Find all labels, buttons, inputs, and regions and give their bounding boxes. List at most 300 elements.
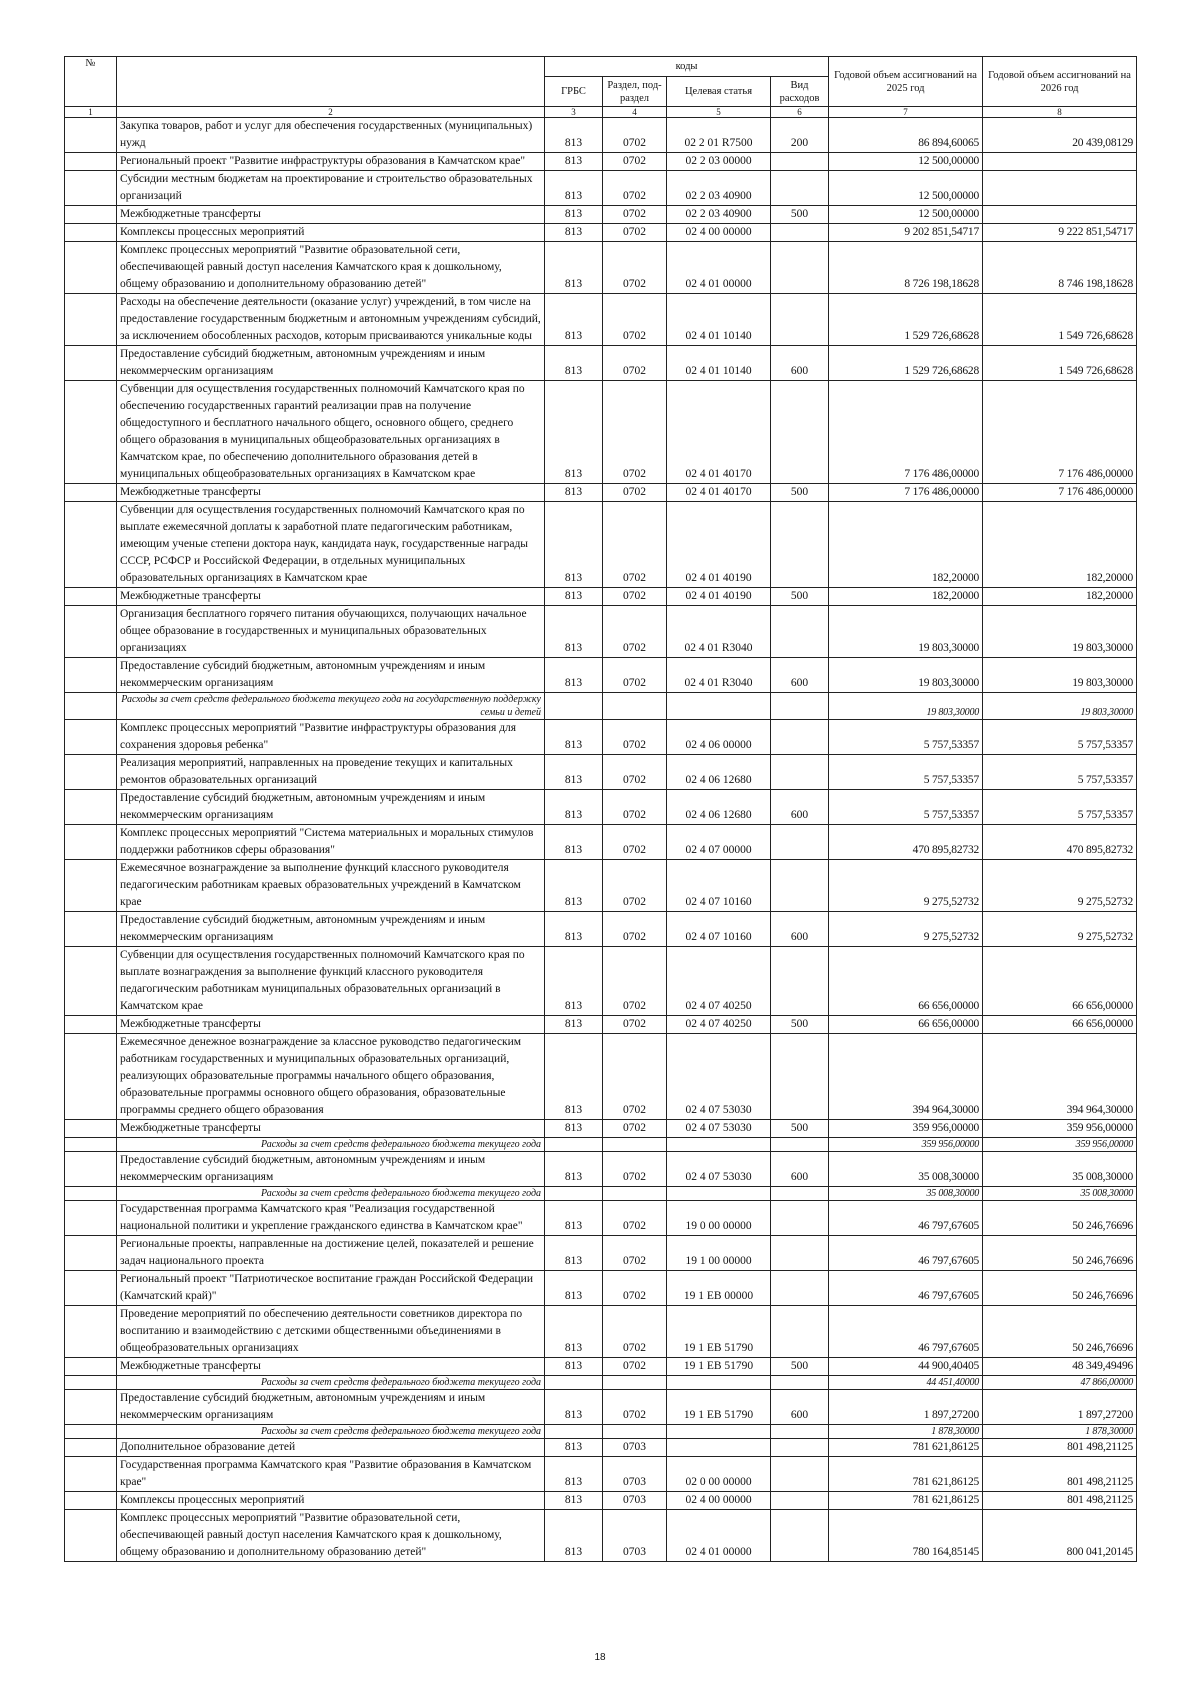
cell-name: Ежемесячное вознаграждение за выполнение функций классного руководителя педагогическим работникам краевых образовательных учреждений в Камчатском крае xyxy=(117,860,545,912)
cell-name: Предоставление субсидий бюджетным, автономным учреждениям и иным некоммерческим организациям xyxy=(117,912,545,947)
cell-exp-type xyxy=(771,1425,829,1439)
table-note-row xyxy=(65,1425,1137,1439)
cell-section: 0702 xyxy=(603,381,667,484)
cell-grbs xyxy=(545,1425,603,1439)
cell-y2026: 9 275,52732 xyxy=(983,860,1137,912)
cell-y2026: 66 656,00000 xyxy=(983,1016,1137,1034)
cell-target: 02 4 07 53030 xyxy=(667,1152,771,1187)
cell-section: 0702 xyxy=(603,1390,667,1425)
cell-y2025: 44 900,40405 xyxy=(829,1358,983,1376)
cell-name: Межбюджетные трансферты xyxy=(117,588,545,606)
cell-grbs: 813 xyxy=(545,912,603,947)
cell-target: 02 4 00 00000 xyxy=(667,1492,771,1510)
cell-section: 0703 xyxy=(603,1457,667,1492)
cell-name: Расходы на обеспечение деятельности (оказание услуг) учреждений, в том числе на предоставление государственным бюджетным и автономным учреждениям субсидий, за исключением обособленных расходов, которым присваиваются уникальные коды xyxy=(117,294,545,346)
cell-target: 02 2 03 00000 xyxy=(667,153,771,171)
cell-target: 02 4 01 R3040 xyxy=(667,658,771,693)
cell-section: 0702 xyxy=(603,912,667,947)
cell-num xyxy=(65,658,117,693)
cell-grbs: 813 xyxy=(545,502,603,588)
header-grbs: ГРБС xyxy=(545,77,603,107)
cell-section: 0702 xyxy=(603,825,667,860)
cell-exp-type xyxy=(771,947,829,1016)
cell-section: 0702 xyxy=(603,588,667,606)
cell-name: Ежемесячное денежное вознаграждение за классное руководство педагогическим работникам государственных и муниципальных образовательных организаций, реализующих образовательные программы начального общего образования, образовательные программы основного общего образования, образовательные программы среднего общего образования xyxy=(117,1034,545,1120)
cell-num xyxy=(65,381,117,484)
cell-section: 0702 xyxy=(603,1358,667,1376)
cell-y2025: 359 956,00000 xyxy=(829,1138,983,1152)
cell-grbs: 813 xyxy=(545,1457,603,1492)
cell-grbs: 813 xyxy=(545,153,603,171)
cell-section xyxy=(603,693,667,720)
cell-num xyxy=(65,947,117,1016)
table-row xyxy=(65,1390,1137,1425)
cell-y2025: 19 803,30000 xyxy=(829,693,983,720)
cell-target: 02 4 07 53030 xyxy=(667,1034,771,1120)
cell-section: 0702 xyxy=(603,206,667,224)
cell-target: 02 4 07 40250 xyxy=(667,947,771,1016)
cell-num xyxy=(65,1492,117,1510)
cell-y2026: 5 757,53357 xyxy=(983,720,1137,755)
cell-name: Предоставление субсидий бюджетным, автономным учреждениям и иным некоммерческим организациям xyxy=(117,658,545,693)
cell-target: 02 4 07 10160 xyxy=(667,860,771,912)
cell-y2026: 801 498,21125 xyxy=(983,1492,1137,1510)
cell-y2025: 46 797,67605 xyxy=(829,1201,983,1236)
table-row xyxy=(65,606,1137,658)
cell-y2026: 35 008,30000 xyxy=(983,1187,1137,1201)
cell-y2025: 5 757,53357 xyxy=(829,790,983,825)
cell-target: 02 4 01 00000 xyxy=(667,242,771,294)
cell-target xyxy=(667,1187,771,1201)
cell-section: 0702 xyxy=(603,1016,667,1034)
cell-y2025: 66 656,00000 xyxy=(829,1016,983,1034)
cell-y2026: 20 439,08129 xyxy=(983,118,1137,153)
cell-y2025: 7 176 486,00000 xyxy=(829,484,983,502)
cell-section: 0702 xyxy=(603,947,667,1016)
table-row xyxy=(65,860,1137,912)
cell-target: 02 2 03 40900 xyxy=(667,171,771,206)
cell-exp-type: 500 xyxy=(771,206,829,224)
table-row xyxy=(65,346,1137,381)
cell-section: 0702 xyxy=(603,1306,667,1358)
cell-num xyxy=(65,720,117,755)
table-row xyxy=(65,1510,1137,1562)
cell-section: 0702 xyxy=(603,1271,667,1306)
col-number: 7 xyxy=(829,107,983,118)
cell-section: 0702 xyxy=(603,171,667,206)
cell-exp-type: 600 xyxy=(771,912,829,947)
cell-exp-type xyxy=(771,1187,829,1201)
table-row xyxy=(65,825,1137,860)
cell-num xyxy=(65,588,117,606)
table-row xyxy=(65,242,1137,294)
cell-exp-type xyxy=(771,1510,829,1562)
cell-grbs: 813 xyxy=(545,1306,603,1358)
cell-y2026: 50 246,76696 xyxy=(983,1201,1137,1236)
cell-name: Предоставление субсидий бюджетным, автономным учреждениям и иным некоммерческим организациям xyxy=(117,1152,545,1187)
cell-target: 02 4 01 40190 xyxy=(667,502,771,588)
cell-grbs: 813 xyxy=(545,825,603,860)
cell-name: Проведение мероприятий по обеспечению деятельности советников директора по воспитанию и взаимодействию с детскими общественными объединениями в общеобразовательных организациях xyxy=(117,1306,545,1358)
cell-grbs: 813 xyxy=(545,1034,603,1120)
cell-name: Организация бесплатного горячего питания обучающихся, получающих начальное общее образование в государственных и муниципальных образовательных организациях xyxy=(117,606,545,658)
cell-exp-type: 600 xyxy=(771,790,829,825)
cell-num xyxy=(65,502,117,588)
cell-name: Государственная программа Камчатского края "Реализация государственной национальной политики и укрепление гражданского единства в Камчатском крае" xyxy=(117,1201,545,1236)
cell-name: Предоставление субсидий бюджетным, автономным учреждениям и иным некоммерческим организациям xyxy=(117,1390,545,1425)
table-note-row xyxy=(65,1376,1137,1390)
cell-y2026: 9 275,52732 xyxy=(983,912,1137,947)
table-row xyxy=(65,912,1137,947)
cell-target: 19 1 EB 51790 xyxy=(667,1306,771,1358)
cell-name: Расходы за счет средств федерального бюджета текущего года xyxy=(117,1187,545,1201)
table-note-row xyxy=(65,1138,1137,1152)
cell-y2025: 9 202 851,54717 xyxy=(829,224,983,242)
cell-num xyxy=(65,693,117,720)
cell-section: 0703 xyxy=(603,1510,667,1562)
cell-target: 02 4 01 40170 xyxy=(667,381,771,484)
table-header xyxy=(65,57,1137,118)
cell-grbs: 813 xyxy=(545,1439,603,1457)
cell-name: Расходы за счет средств федерального бюджета текущего года на государственную поддержку семьи и детей xyxy=(117,693,545,720)
col-number: 1 xyxy=(65,107,117,118)
cell-target: 02 4 01 40170 xyxy=(667,484,771,502)
cell-grbs: 813 xyxy=(545,658,603,693)
cell-num xyxy=(65,1510,117,1562)
cell-y2025: 86 894,60065 xyxy=(829,118,983,153)
cell-y2025: 7 176 486,00000 xyxy=(829,381,983,484)
table-row xyxy=(65,1492,1137,1510)
cell-y2025: 1 529 726,68628 xyxy=(829,346,983,381)
cell-name: Расходы за счет средств федерального бюджета текущего года xyxy=(117,1425,545,1439)
cell-grbs: 813 xyxy=(545,346,603,381)
cell-section: 0702 xyxy=(603,1201,667,1236)
cell-section: 0702 xyxy=(603,860,667,912)
cell-grbs: 813 xyxy=(545,1201,603,1236)
cell-exp-type xyxy=(771,224,829,242)
cell-num xyxy=(65,1390,117,1425)
cell-y2025: 1 878,30000 xyxy=(829,1425,983,1439)
cell-target: 02 4 07 40250 xyxy=(667,1016,771,1034)
cell-section xyxy=(603,1425,667,1439)
table-row xyxy=(65,502,1137,588)
cell-target: 02 4 07 10160 xyxy=(667,912,771,947)
cell-num xyxy=(65,1425,117,1439)
cell-exp-type xyxy=(771,1034,829,1120)
cell-name: Закупка товаров, работ и услуг для обеспечения государственных (муниципальных) нужд xyxy=(117,118,545,153)
cell-grbs xyxy=(545,1187,603,1201)
cell-y2025: 1 897,27200 xyxy=(829,1390,983,1425)
cell-y2026: 801 498,21125 xyxy=(983,1439,1137,1457)
cell-name: Комплекс процессных мероприятий "Система материальных и моральных стимулов поддержки работников сферы образования" xyxy=(117,825,545,860)
cell-num xyxy=(65,118,117,153)
cell-grbs: 813 xyxy=(545,947,603,1016)
cell-y2026: 66 656,00000 xyxy=(983,947,1137,1016)
cell-grbs xyxy=(545,1376,603,1390)
cell-y2026: 50 246,76696 xyxy=(983,1271,1137,1306)
cell-section: 0702 xyxy=(603,346,667,381)
cell-y2025: 9 275,52732 xyxy=(829,912,983,947)
cell-exp-type xyxy=(771,693,829,720)
table-row xyxy=(65,484,1137,502)
cell-section: 0702 xyxy=(603,153,667,171)
cell-section: 0702 xyxy=(603,224,667,242)
cell-target xyxy=(667,693,771,720)
cell-name: Региональный проект "Патриотическое воспитание граждан Российской Федерации (Камчатский край)" xyxy=(117,1271,545,1306)
header-y2025: Годовой объем ассигнований на 2025 год xyxy=(829,57,983,107)
cell-num xyxy=(65,1152,117,1187)
cell-exp-type xyxy=(771,242,829,294)
table-body xyxy=(65,118,1137,1562)
cell-grbs: 813 xyxy=(545,588,603,606)
cell-y2025: 9 275,52732 xyxy=(829,860,983,912)
cell-exp-type xyxy=(771,1492,829,1510)
header-y2026: Годовой объем ассигнований на 2026 год xyxy=(983,57,1137,107)
cell-y2025: 780 164,85145 xyxy=(829,1510,983,1562)
cell-target: 02 4 06 12680 xyxy=(667,790,771,825)
cell-grbs: 813 xyxy=(545,1492,603,1510)
table-row xyxy=(65,947,1137,1016)
cell-num xyxy=(65,1457,117,1492)
cell-num xyxy=(65,1439,117,1457)
cell-exp-type xyxy=(771,171,829,206)
cell-exp-type xyxy=(771,1236,829,1271)
page-number: 18 xyxy=(594,1652,606,1663)
cell-section xyxy=(603,1138,667,1152)
cell-target xyxy=(667,1376,771,1390)
table-row xyxy=(65,294,1137,346)
cell-num xyxy=(65,790,117,825)
header-target: Целевая статья xyxy=(667,77,771,107)
cell-section: 0702 xyxy=(603,294,667,346)
table-row xyxy=(65,790,1137,825)
cell-y2025: 46 797,67605 xyxy=(829,1271,983,1306)
cell-y2025: 66 656,00000 xyxy=(829,947,983,1016)
cell-target: 02 0 00 00000 xyxy=(667,1457,771,1492)
table-row xyxy=(65,1271,1137,1306)
cell-grbs: 813 xyxy=(545,224,603,242)
cell-num xyxy=(65,171,117,206)
cell-target xyxy=(667,1439,771,1457)
col-number: 3 xyxy=(545,107,603,118)
cell-target: 02 4 07 53030 xyxy=(667,1120,771,1138)
table-note-row xyxy=(65,1187,1137,1201)
cell-section: 0702 xyxy=(603,1120,667,1138)
header-section: Раздел, под-раздел xyxy=(603,77,667,107)
cell-name: Реализация мероприятий, направленных на проведение текущих и капитальных ремонтов образовательных организаций xyxy=(117,755,545,790)
cell-grbs: 813 xyxy=(545,720,603,755)
table-row xyxy=(65,658,1137,693)
cell-y2025: 12 500,00000 xyxy=(829,206,983,224)
cell-exp-type xyxy=(771,1439,829,1457)
cell-grbs: 813 xyxy=(545,118,603,153)
cell-target: 19 1 00 00000 xyxy=(667,1236,771,1271)
cell-grbs: 813 xyxy=(545,755,603,790)
cell-y2025: 1 529 726,68628 xyxy=(829,294,983,346)
cell-y2025: 8 726 198,18628 xyxy=(829,242,983,294)
cell-num xyxy=(65,1271,117,1306)
cell-name: Дополнительное образование детей xyxy=(117,1439,545,1457)
cell-name: Региональные проекты, направленные на достижение целей, показателей и решение задач национального проекта xyxy=(117,1236,545,1271)
cell-name: Комплекс процессных мероприятий "Развитие образовательной сети, обеспечивающей равный доступ населения Камчатского края к дошкольному, общему образованию и дополнительному образованию детей" xyxy=(117,242,545,294)
cell-y2025: 19 803,30000 xyxy=(829,606,983,658)
cell-section: 0702 xyxy=(603,484,667,502)
cell-exp-type: 500 xyxy=(771,484,829,502)
table-row xyxy=(65,1358,1137,1376)
cell-y2026: 9 222 851,54717 xyxy=(983,224,1137,242)
cell-exp-type xyxy=(771,1271,829,1306)
cell-exp-type: 600 xyxy=(771,658,829,693)
cell-num xyxy=(65,224,117,242)
cell-grbs: 813 xyxy=(545,294,603,346)
cell-y2026: 19 803,30000 xyxy=(983,693,1137,720)
cell-name: Комплекс процессных мероприятий "Развитие инфраструктуры образования для сохранения здоровья ребенка" xyxy=(117,720,545,755)
cell-y2026: 801 498,21125 xyxy=(983,1457,1137,1492)
cell-grbs xyxy=(545,1138,603,1152)
cell-exp-type: 500 xyxy=(771,1120,829,1138)
cell-exp-type xyxy=(771,860,829,912)
cell-section: 0702 xyxy=(603,720,667,755)
table-row xyxy=(65,1120,1137,1138)
cell-target: 02 4 06 12680 xyxy=(667,755,771,790)
cell-grbs: 813 xyxy=(545,242,603,294)
cell-num xyxy=(65,825,117,860)
cell-target: 19 0 00 00000 xyxy=(667,1201,771,1236)
cell-name: Субвенции для осуществления государственных полномочий Камчатского края по выплате вознаграждения за выполнение функций классного руководителя педагогическим работникам муниципальных образовательных организаций в Камчатском крае xyxy=(117,947,545,1016)
cell-y2026: 5 757,53357 xyxy=(983,755,1137,790)
cell-section: 0702 xyxy=(603,606,667,658)
cell-grbs: 813 xyxy=(545,171,603,206)
cell-name: Межбюджетные трансферты xyxy=(117,1120,545,1138)
table-row xyxy=(65,1016,1137,1034)
cell-y2025: 5 757,53357 xyxy=(829,720,983,755)
cell-y2025: 19 803,30000 xyxy=(829,658,983,693)
cell-name: Расходы за счет средств федерального бюджета текущего года xyxy=(117,1138,545,1152)
cell-section: 0702 xyxy=(603,1034,667,1120)
table-row xyxy=(65,381,1137,484)
cell-target: 02 2 01 R7500 xyxy=(667,118,771,153)
cell-exp-type: 500 xyxy=(771,1358,829,1376)
header-column-numbers xyxy=(65,107,1137,118)
cell-grbs: 813 xyxy=(545,1016,603,1034)
cell-target xyxy=(667,1138,771,1152)
col-number: 2 xyxy=(117,107,545,118)
cell-y2026 xyxy=(983,206,1137,224)
header-exp-type: Вид расходов xyxy=(771,77,829,107)
cell-num xyxy=(65,1138,117,1152)
cell-target: 02 4 00 00000 xyxy=(667,224,771,242)
cell-num xyxy=(65,346,117,381)
cell-y2025: 46 797,67605 xyxy=(829,1236,983,1271)
cell-grbs: 813 xyxy=(545,1358,603,1376)
cell-grbs: 813 xyxy=(545,860,603,912)
cell-y2026: 19 803,30000 xyxy=(983,606,1137,658)
cell-name: Предоставление субсидий бюджетным, автономным учреждениям и иным некоммерческим организациям xyxy=(117,346,545,381)
cell-y2025: 35 008,30000 xyxy=(829,1187,983,1201)
cell-num xyxy=(65,860,117,912)
cell-grbs: 813 xyxy=(545,206,603,224)
cell-num xyxy=(65,1201,117,1236)
cell-exp-type xyxy=(771,1138,829,1152)
cell-y2025: 470 895,82732 xyxy=(829,825,983,860)
cell-y2026: 35 008,30000 xyxy=(983,1152,1137,1187)
cell-name: Комплексы процессных мероприятий xyxy=(117,1492,545,1510)
cell-num xyxy=(65,484,117,502)
table-note-row xyxy=(65,693,1137,720)
cell-num xyxy=(65,294,117,346)
table-row xyxy=(65,1152,1137,1187)
cell-section: 0703 xyxy=(603,1439,667,1457)
cell-name: Комплексы процессных мероприятий xyxy=(117,224,545,242)
cell-section: 0702 xyxy=(603,790,667,825)
header-codes: коды xyxy=(545,57,829,77)
cell-name: Межбюджетные трансферты xyxy=(117,484,545,502)
cell-y2026: 50 246,76696 xyxy=(983,1236,1137,1271)
cell-exp-type xyxy=(771,825,829,860)
cell-num xyxy=(65,1120,117,1138)
table-row xyxy=(65,1457,1137,1492)
cell-grbs xyxy=(545,693,603,720)
cell-y2026: 47 866,00000 xyxy=(983,1376,1137,1390)
budget-table xyxy=(64,56,1137,1562)
cell-y2026: 470 895,82732 xyxy=(983,825,1137,860)
cell-target: 02 4 01 40190 xyxy=(667,588,771,606)
cell-num xyxy=(65,1034,117,1120)
cell-name: Предоставление субсидий бюджетным, автономным учреждениям и иным некоммерческим организациям xyxy=(117,790,545,825)
cell-grbs: 813 xyxy=(545,606,603,658)
cell-y2026 xyxy=(983,171,1137,206)
cell-exp-type xyxy=(771,294,829,346)
cell-y2025: 781 621,86125 xyxy=(829,1439,983,1457)
cell-grbs: 813 xyxy=(545,1390,603,1425)
cell-num xyxy=(65,153,117,171)
col-number: 6 xyxy=(771,107,829,118)
header-num: № xyxy=(65,57,117,107)
cell-section: 0702 xyxy=(603,755,667,790)
col-number: 4 xyxy=(603,107,667,118)
cell-num xyxy=(65,1236,117,1271)
cell-num xyxy=(65,606,117,658)
cell-exp-type xyxy=(771,153,829,171)
cell-target: 02 4 07 00000 xyxy=(667,825,771,860)
cell-exp-type xyxy=(771,502,829,588)
cell-num xyxy=(65,1187,117,1201)
table-row xyxy=(65,1236,1137,1271)
cell-exp-type xyxy=(771,1201,829,1236)
cell-num xyxy=(65,1358,117,1376)
cell-y2026: 1 897,27200 xyxy=(983,1390,1137,1425)
col-number: 8 xyxy=(983,107,1137,118)
cell-name: Региональный проект "Развитие инфраструктуры образования в Камчатском крае" xyxy=(117,153,545,171)
cell-name: Межбюджетные трансферты xyxy=(117,1016,545,1034)
cell-y2026: 359 956,00000 xyxy=(983,1120,1137,1138)
cell-y2026: 800 041,20145 xyxy=(983,1510,1137,1562)
cell-section: 0702 xyxy=(603,502,667,588)
cell-target: 02 4 01 10140 xyxy=(667,346,771,381)
cell-name: Государственная программа Камчатского края "Развитие образования в Камчатском крае" xyxy=(117,1457,545,1492)
cell-section xyxy=(603,1187,667,1201)
budget-table-sheet xyxy=(64,56,1136,1562)
cell-y2026: 182,20000 xyxy=(983,502,1137,588)
cell-y2025: 12 500,00000 xyxy=(829,171,983,206)
cell-y2025: 182,20000 xyxy=(829,502,983,588)
cell-exp-type: 500 xyxy=(771,1016,829,1034)
cell-name: Комплекс процессных мероприятий "Развитие образовательной сети, обеспечивающей равный доступ населения Камчатского края к дошкольному, общему образованию и дополнительному образованию детей" xyxy=(117,1510,545,1562)
table-row xyxy=(65,1201,1137,1236)
table-row xyxy=(65,1034,1137,1120)
cell-y2025: 781 621,86125 xyxy=(829,1492,983,1510)
cell-y2025: 35 008,30000 xyxy=(829,1152,983,1187)
